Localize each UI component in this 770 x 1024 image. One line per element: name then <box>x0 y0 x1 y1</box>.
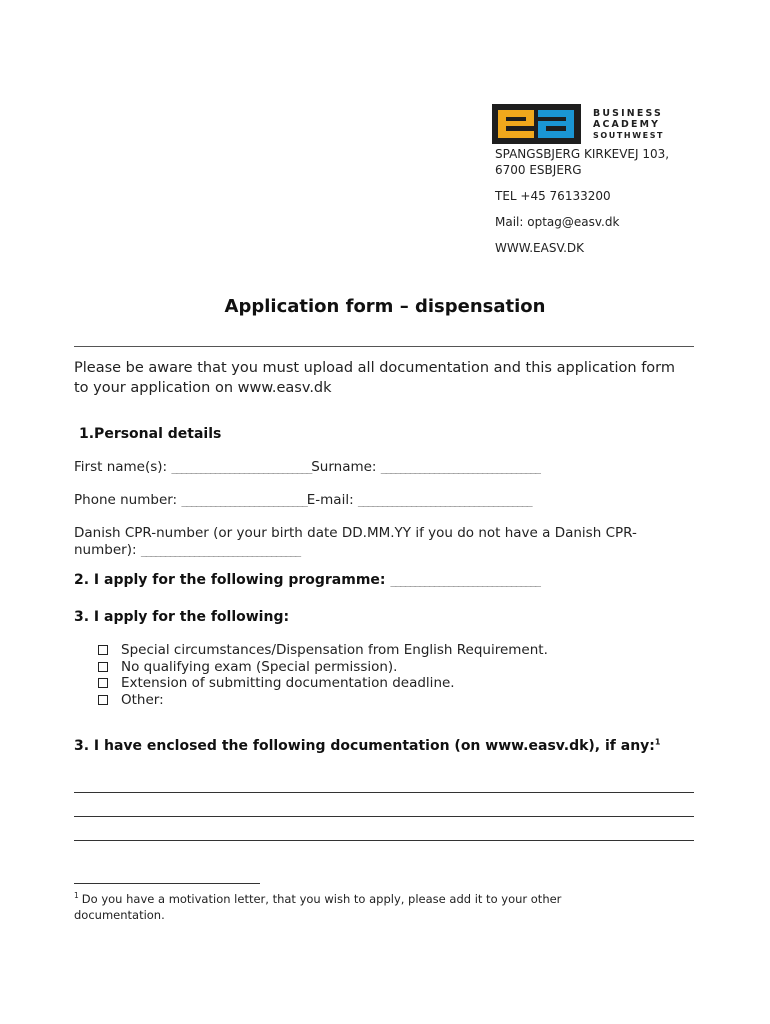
footnote-divider <box>74 883 260 884</box>
checkbox-icon[interactable] <box>98 645 108 655</box>
cpr-label: Danish CPR-number (or your birth date DD.MM.YY if you do not have a Danish CPR-number): <box>74 525 637 558</box>
option-label: Extension of submitting documentation deadline. <box>121 675 455 692</box>
logo-line-1: BUSINESS <box>593 108 663 119</box>
option-extension-deadline <box>98 675 548 692</box>
apply-heading: 3. I apply for the following: <box>74 609 290 625</box>
email-field[interactable]: ____________________________________ <box>357 496 532 507</box>
page-title: Application form – dispensation <box>224 296 546 317</box>
option-label: Special circumstances/Dispensation from English Requirement. <box>121 642 548 659</box>
intro-text: Please be aware that you must upload all documentation and this application form to your application on www.easv.dk <box>74 360 675 396</box>
ea-logo-mark-icon <box>492 104 581 144</box>
checkbox-icon[interactable] <box>98 678 108 688</box>
phone-field[interactable]: __________________________ <box>181 496 307 507</box>
footnote-text: Do you have a motivation letter, that you wish to apply, please add it to your other documentation. <box>74 892 562 922</box>
logo-wordmark <box>593 108 664 141</box>
footnote-mark: 1 <box>74 891 79 901</box>
first-name-label: First name(s): <box>74 459 168 475</box>
address-mail: Mail: optag@easv.dk <box>495 215 620 229</box>
documentation-heading: 3. I have enclosed the following documentation (on www.easv.dk), if any: <box>74 738 655 754</box>
first-name-field[interactable]: _____________________________ <box>171 463 312 474</box>
address-street: SPANGSBJERG KIRKEVEJ 103, <box>495 147 670 161</box>
email-label: E-mail: <box>306 492 354 508</box>
documentation-line-3[interactable] <box>74 840 694 841</box>
cpr-row <box>74 525 694 560</box>
checkbox-icon[interactable] <box>98 662 108 672</box>
ea-logo <box>492 104 581 144</box>
checkbox-icon[interactable] <box>98 695 108 705</box>
option-label: No qualifying exam (Special permission). <box>121 658 398 675</box>
address-web: WWW.EASV.DK <box>495 241 585 255</box>
footnote <box>74 891 634 923</box>
option-other <box>98 692 548 709</box>
phone-label: Phone number: <box>74 492 178 508</box>
logo-line-3: SOUTHWEST <box>593 131 665 140</box>
title-divider <box>74 346 694 347</box>
logo-line-2: ACADEMY <box>593 119 661 130</box>
documentation-line-1[interactable] <box>74 792 694 793</box>
surname-label: Surname: <box>311 459 377 475</box>
address-city: 6700 ESBJERG <box>495 163 582 177</box>
cpr-field[interactable]: _________________________________ <box>140 546 300 557</box>
option-label: Other: <box>121 691 164 708</box>
first-name-row <box>74 459 540 475</box>
programme-field[interactable]: _______________________________ <box>390 576 540 587</box>
apply-options <box>98 642 548 708</box>
surname-field[interactable]: _________________________________ <box>380 463 540 474</box>
option-no-qualifying-exam <box>98 659 548 676</box>
programme-row <box>74 572 540 588</box>
section-personal-heading: 1.Personal details <box>79 426 222 442</box>
address-tel: TEL +45 76133200 <box>495 189 611 203</box>
documentation-heading-row <box>74 738 660 754</box>
footnote-reference: 1 <box>654 737 661 747</box>
documentation-line-2[interactable] <box>74 816 694 817</box>
phone-email-row <box>74 492 531 508</box>
programme-heading: 2. I apply for the following programme: <box>74 572 386 588</box>
option-special-circumstances <box>98 642 548 659</box>
